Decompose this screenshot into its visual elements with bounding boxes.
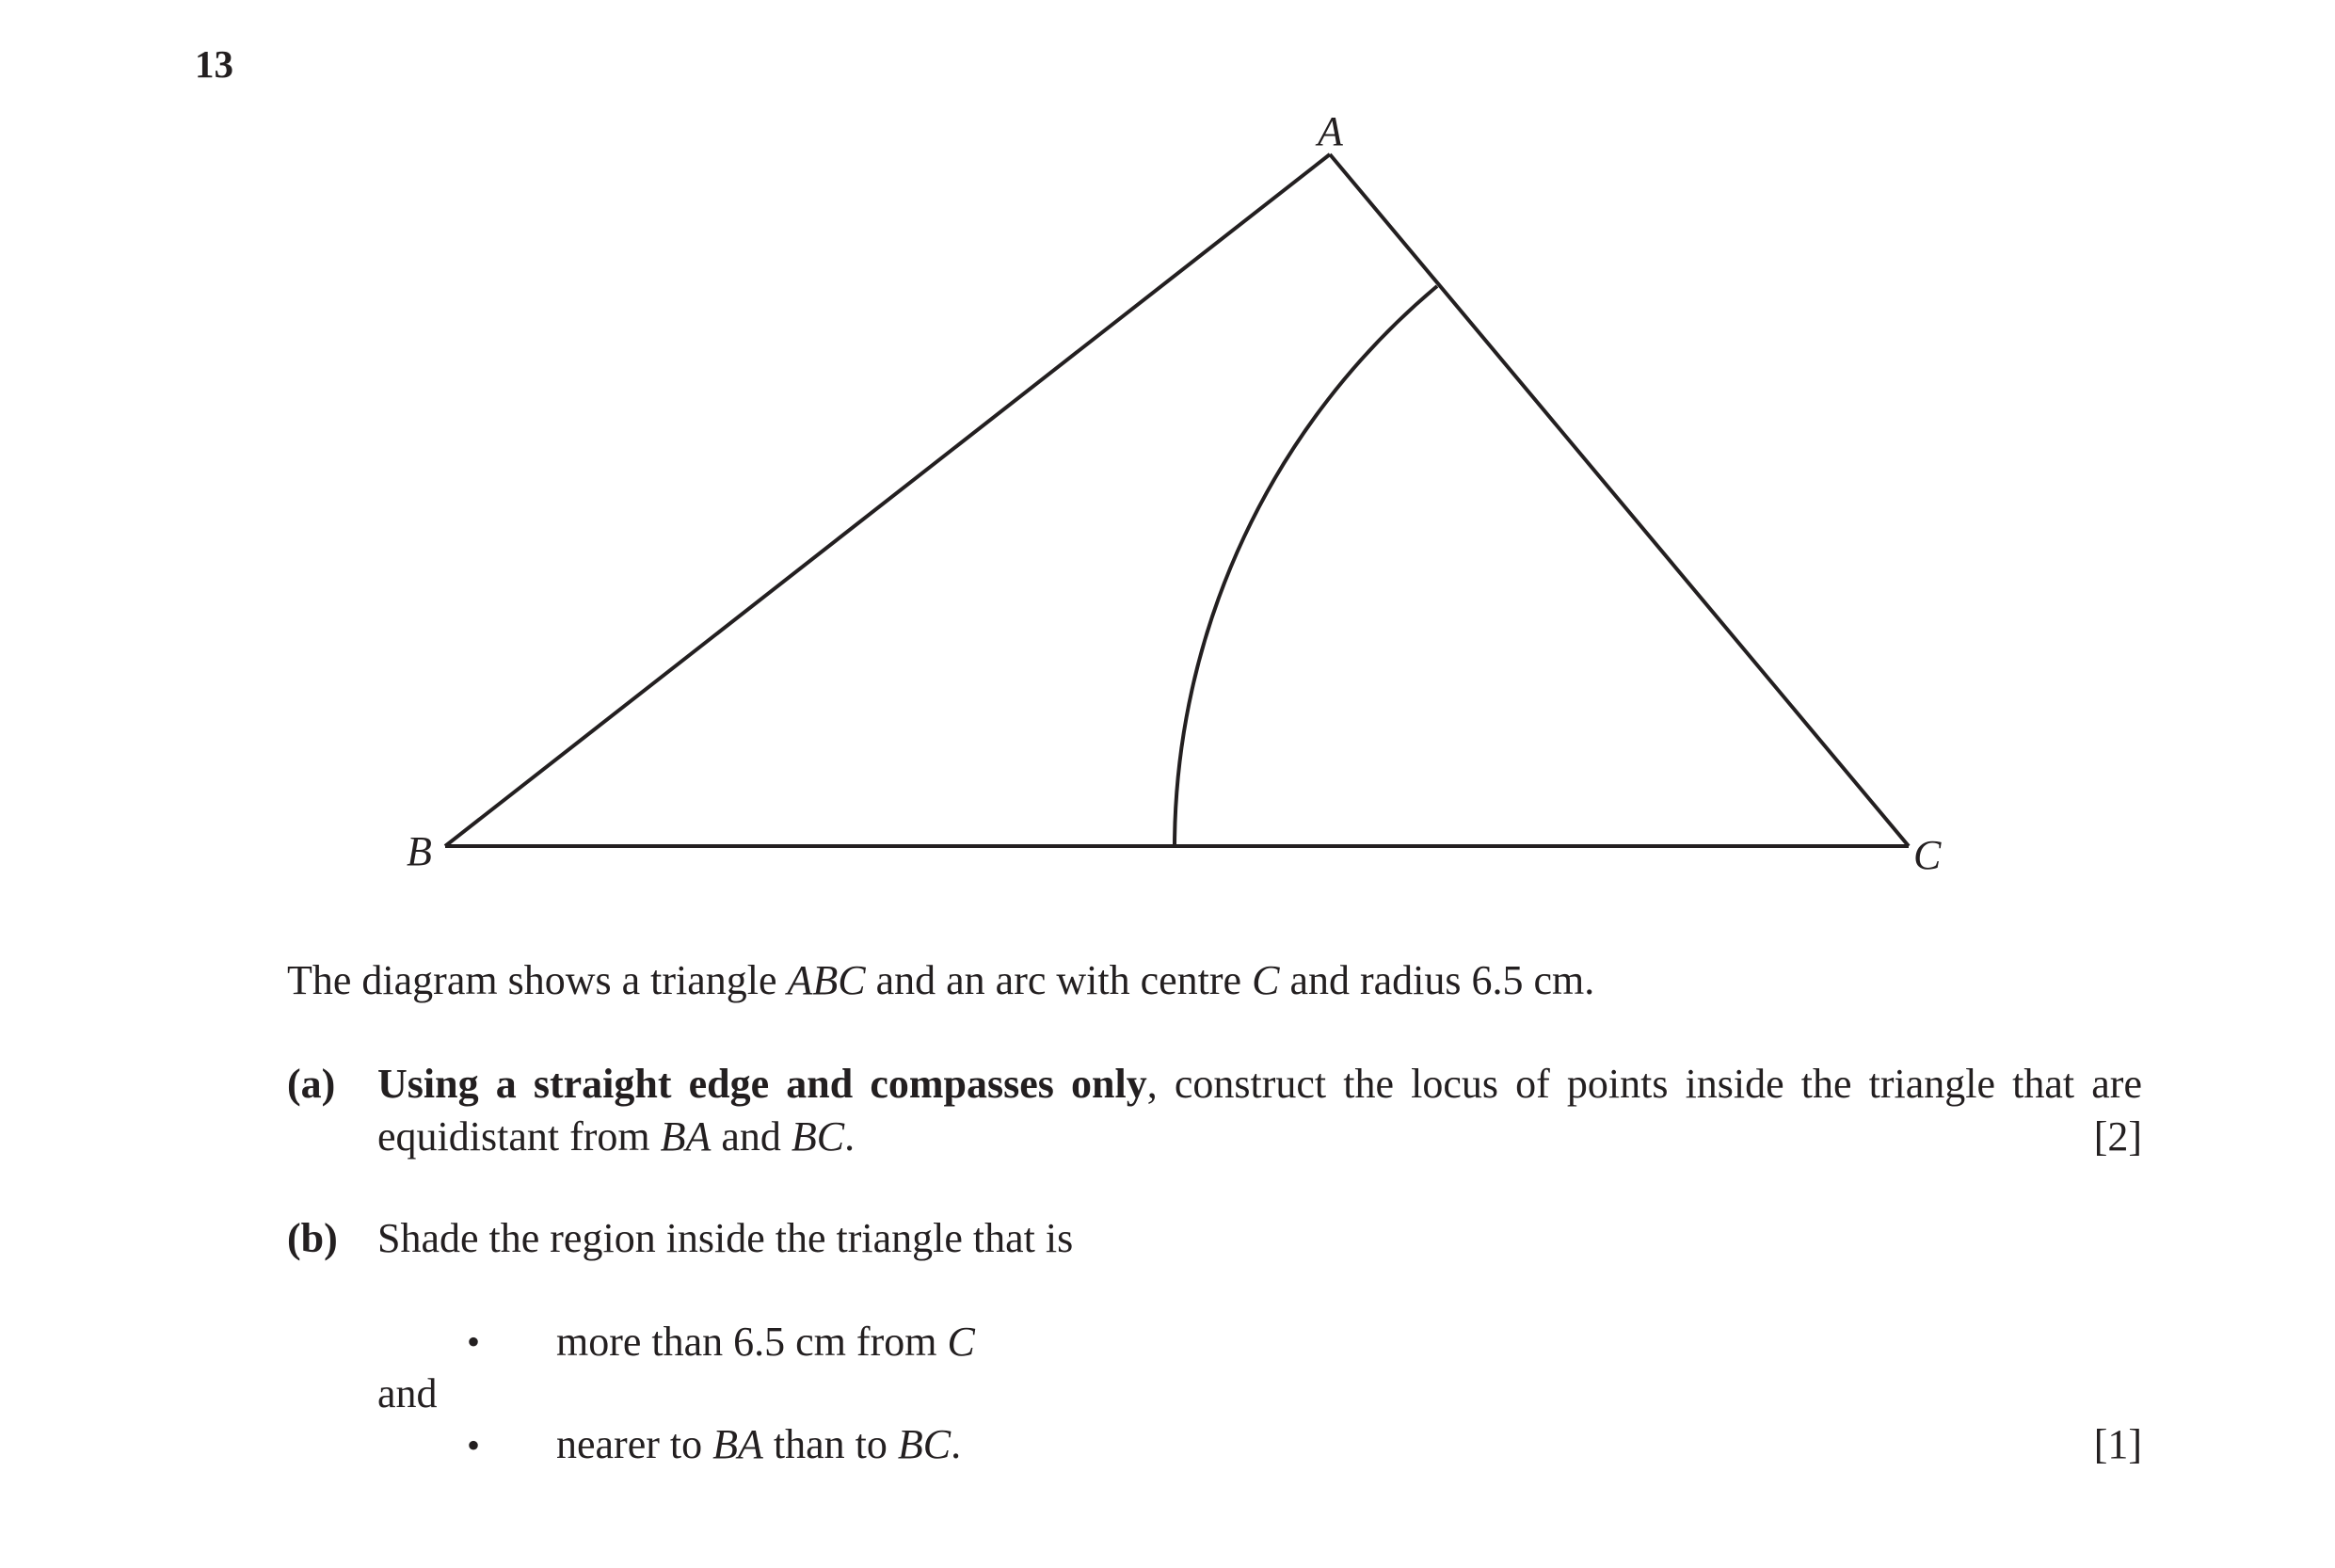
side-ab (445, 154, 1330, 846)
question-number: 13 (195, 42, 233, 86)
side-ac (1330, 154, 1909, 846)
and-text: and (377, 1370, 438, 1416)
part-a-label: (a) (287, 1061, 336, 1107)
vertex-label-b: B (407, 828, 432, 874)
part-b-marks: [1] (2093, 1421, 2142, 1467)
bullet-1-symbol: • (467, 1320, 481, 1363)
part-a-line-1: Using a straight edge and compasses only, construct the locus of points inside the triangle that are (377, 1061, 2142, 1107)
bullet-2-text: nearer to BA than to BC. (556, 1421, 962, 1467)
bullet-1-text: more than 6.5 cm from C (556, 1319, 975, 1365)
bullet-2-symbol: • (467, 1424, 481, 1466)
intro-text: The diagram shows a triangle ABC and an arc with centre C and radius 6.5 cm. (287, 957, 1595, 1003)
part-a-marks: [2] (2093, 1113, 2142, 1160)
part-b-label: (b) (287, 1215, 338, 1261)
part-b-text: Shade the region inside the triangle that is (377, 1215, 1074, 1261)
vertex-label-c: C (1913, 832, 1942, 878)
vertex-label-a: A (1318, 108, 1343, 154)
part-a-line-2: equidistant from BA and BC. (377, 1113, 856, 1160)
arc-centre-c (1175, 286, 1437, 846)
